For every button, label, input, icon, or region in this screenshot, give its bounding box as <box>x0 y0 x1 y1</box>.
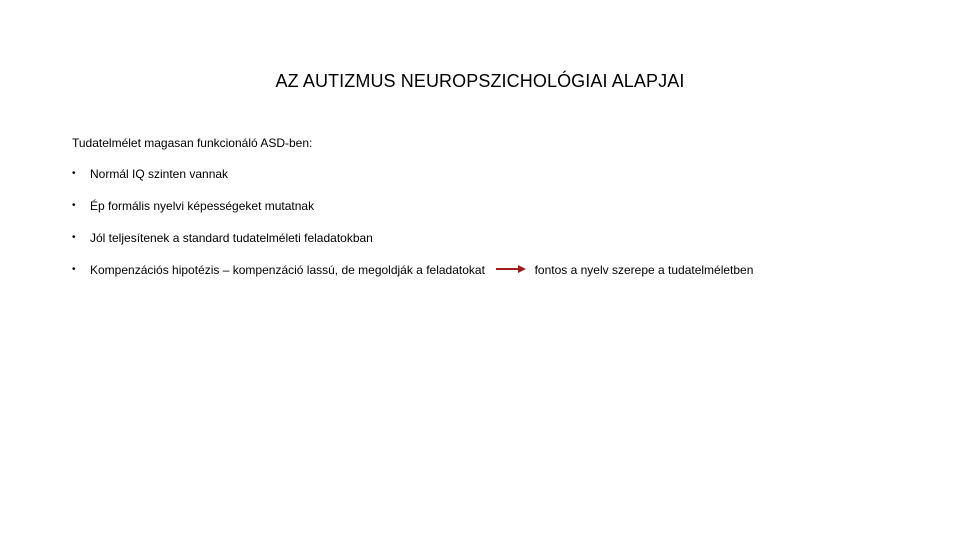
bullet-icon: • <box>72 264 76 275</box>
bullet-icon: • <box>72 200 76 211</box>
intro-text: Tudatelmélet magasan funkcionáló ASD-ben: <box>72 136 313 150</box>
slide-title: AZ AUTIZMUS NEUROPSZICHOLÓGIAI ALAPJAI <box>275 71 685 91</box>
list-item <box>72 165 753 183</box>
list-item <box>72 197 753 215</box>
bullet-text: Jól teljesítenek a standard tudatelméleti feladatokban <box>90 231 373 245</box>
bullet-icon: • <box>72 168 76 179</box>
bullet-text: Kompenzációs hipotézis – kompenzáció lassú, de megoldják a feladatokat <box>90 263 485 277</box>
list-item <box>72 261 753 279</box>
bullet-list <box>72 165 753 293</box>
consequence-text: fontos a nyelv szerepe a tudatelméletben <box>534 263 754 277</box>
bullet-text: Ép formális nyelvi képességeket mutatnak <box>90 199 315 213</box>
right-arrow-icon <box>496 263 526 275</box>
list-item <box>72 229 753 247</box>
bullet-text: Normál IQ szinten vannak <box>90 167 229 181</box>
bullet-icon: • <box>72 232 76 243</box>
